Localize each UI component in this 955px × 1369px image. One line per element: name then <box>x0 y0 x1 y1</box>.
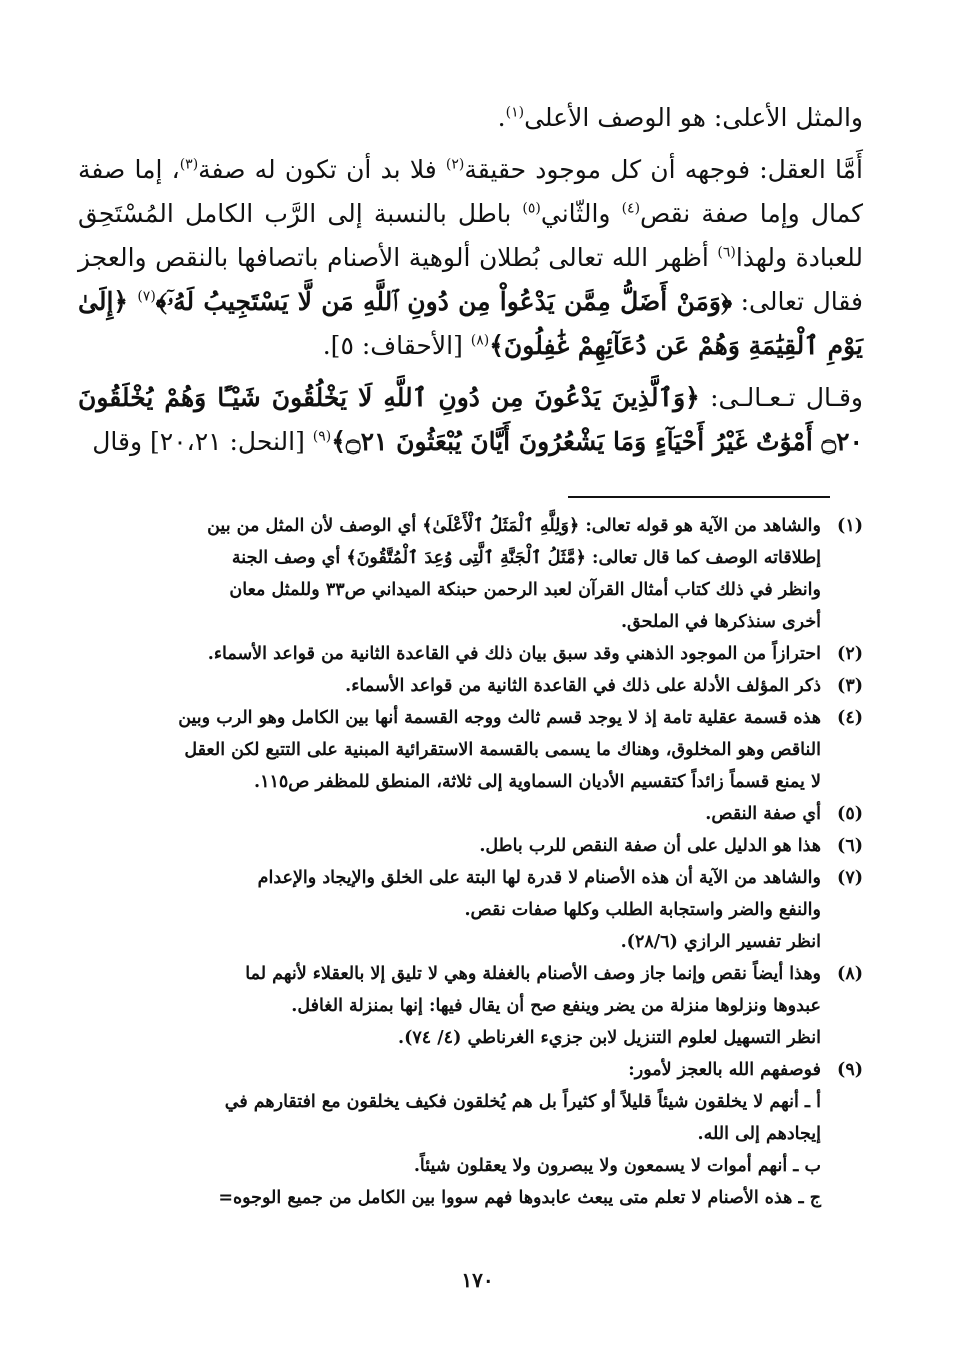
footnote-line: والشاهد من الآية هو قوله تعالى: ﴿وَلِلَّهِ ٱلْمَثَلُ ٱلْأَعْلَىٰ﴾ أي الوصف لأن المثل من بين <box>207 516 821 536</box>
footnote-line: والشاهد من الآية أن هذه الأصنام لا قدرة لها البتة على الخلق والإيجاد والإعدام <box>257 868 821 888</box>
footnote-1 <box>86 510 863 638</box>
quran-verse: ﴿وَٱلَّذِينَ يَدْعُونَ مِن دُونِ ٱللَّهِ لَا يَخْلُقُونَ شَيْـًٔا وَهُمْ يُخْلَقُونَ ۝٢٠ أَمْوَٰتٌ غَيْرُ أَحْيَآءٍ وَمَا يَشْعُرُونَ أَيَّانَ يُبْعَثُونَ ۝٢١﴾ <box>78 383 863 456</box>
footnote-ref-6: (٦) <box>717 244 736 261</box>
verse-source: [النحل: ٢٠،٢١] وقال <box>92 427 313 456</box>
text-run: . <box>497 103 506 132</box>
main-text <box>78 96 863 464</box>
footnote-text <box>86 798 821 830</box>
footnote-divider <box>568 496 830 498</box>
footnote-number: (٢) <box>837 644 863 664</box>
footnote-text <box>86 862 821 958</box>
footnote-ref-8: (٨) <box>470 332 490 349</box>
page-number: ١٧٠ <box>461 1268 494 1292</box>
text-run: والمثل الأعلى: هو الوصف الأعلى <box>524 103 863 132</box>
footnote-4 <box>86 702 863 798</box>
footnote-text <box>86 1054 821 1214</box>
footnote-line: احترازاً من الموجود الذهني وقد سبق بيان ذلك في القاعدة الثانية من قواعد الأسماء. <box>207 644 821 664</box>
footnote-line: انظر التسهيل لعلوم التنزيل لابن جزيء الغرناطي (٤/ ٧٤). <box>398 1028 821 1048</box>
footnote-line: لا يمنع قسماً زائداً كتقسيم الأديان السماوية إلى ثلاثة، المنطق للمظفر ص١١٥. <box>254 772 821 792</box>
footnote-line: أي صفة النقص. <box>705 804 821 824</box>
footnote-7 <box>86 862 863 958</box>
quran-verse: ﴿وَمَنْ أَضَلُّ مِمَّن يَدْعُواْ مِن دُونِ ٱللَّهِ مَن لَّا يَسْتَجِيبُ لَهُۥٓ﴾ <box>155 287 733 316</box>
text-run: ، إما صفة كمال وإما صفة نقص <box>78 155 863 228</box>
footnotes <box>86 510 863 1214</box>
footnote-line: ج ـ هذه الأصنام لا تعلم متى يبعث عابدوها فهم سووا بين الكامل من جميع الوجوه= <box>218 1188 821 1208</box>
footnote-ref-2: (٢) <box>445 156 465 173</box>
text-run: والثّاني <box>540 199 622 228</box>
footnote-text <box>86 638 821 670</box>
footnote-5 <box>86 798 863 830</box>
footnote-line: فوصفهم الله بالعجز لأمور: <box>628 1060 821 1080</box>
footnote-line: والنفع والضر واستجابة الطلب وكلها صفات نقص. <box>464 900 821 920</box>
footnote-text <box>86 670 821 702</box>
footnote-ref-9: (٩) <box>312 428 332 445</box>
quran-verse: ﴿إِلَىٰ يَوْمِ ٱلْقِيَٰمَةِ وَهُمْ عَن دُعَآئِهِمْ غَٰفِلُونَ﴾ <box>78 287 863 360</box>
footnote-ref-7: (٧) <box>137 288 156 305</box>
verse-source: [الأحقاف: ٥]. <box>322 331 471 360</box>
footnote-line: الناقص وهو المخلوق، وهناك ما يسمى بالقسمة الاستقرائية المبنية على التتبع لكن العقل <box>184 740 821 760</box>
text-run: وقـال تـعـالـى: <box>699 383 863 412</box>
footnote-line: ذكر المؤلف الأدلة على ذلك في القاعدة الثانية من قواعد الأسماء. <box>345 676 821 696</box>
text-run: فلا بد أن تكون له صفة <box>198 155 446 184</box>
footnote-2 <box>86 638 863 670</box>
footnote-line: ب ـ أنهم أموات لا يسمعون ولا يبصرون ولا يعقلون شيئاً. <box>413 1156 821 1176</box>
footnote-8 <box>86 958 863 1054</box>
footnote-text <box>86 702 821 798</box>
footnote-6 <box>86 830 863 862</box>
footnote-text <box>86 958 821 1054</box>
footnote-line: أ ـ أنهم لا يخلقون شيئاً قليلاً أو كثيراً بل هم يُخلقون فكيف يخلقون مع افتقارهم في <box>224 1092 821 1112</box>
text-run: باطل بالنسبة إلى الرَّب الكامل المُسْتَحِق للعبادة ولهذا <box>78 199 863 272</box>
footnote-number: (٧) <box>837 868 863 888</box>
footnote-line: هذه قسمة عقلية تامة إذ لا يوجد قسم ثالث ووجه القسمة أنها بين الكامل وهو الرب وبين <box>178 708 821 728</box>
footnote-ref-4: (٤) <box>621 200 641 217</box>
paragraph-1 <box>78 96 863 140</box>
footnote-number: (٣) <box>837 676 863 696</box>
footnote-number: (١) <box>837 516 863 536</box>
footnote-line: أخرى سنذكرها في الملحق. <box>620 612 821 632</box>
footnote-ref-5: (٥) <box>522 200 541 217</box>
footnote-number: (٥) <box>837 804 863 824</box>
text-run: أَمَّا العقل: فوجهه أن كل موجود حقيقة <box>464 155 863 184</box>
footnote-ref-3: (٣) <box>179 156 199 173</box>
paragraph-2 <box>78 148 863 368</box>
footnote-9 <box>86 1054 863 1214</box>
footnote-text <box>86 830 821 862</box>
footnote-line: وانظر في ذلك كتاب أمثال القرآن لعبد الرحمن حبنكة الميداني ص٣٣ وللمثل معان <box>229 580 821 600</box>
footnote-line: انظر تفسير الرازي (٢٨/٦). <box>620 932 821 952</box>
footnote-number: (٤) <box>837 708 863 728</box>
footnote-line: عبدوها ونزلوها منزلة من يضر وينفع صح أن يقال فيها: إنها بمنزلة الغافل. <box>291 996 821 1016</box>
footnote-number: (٩) <box>837 1060 863 1080</box>
footnote-3 <box>86 670 863 702</box>
paragraph-3 <box>78 376 863 464</box>
footnote-number: (٦) <box>837 836 863 856</box>
footnote-ref-1: (١) <box>505 104 525 121</box>
text-run: أظهر الله تعالى بُطلان ألوهية الأصنام باتصافها بالنقص والعجز فقال تعالى: <box>78 243 863 316</box>
footnote-text <box>86 510 821 638</box>
footnote-line: هذا هو الدليل على أن صفة النقص للرب باطل. <box>479 836 821 856</box>
footnote-line: وهذا أيضاً نقص وإنما جاز وصف الأصنام بالغفلة وهي لا تليق إلا بالعقلاء لأنهم لما <box>245 964 821 984</box>
footnote-number: (٨) <box>837 964 863 984</box>
footnote-line: إطلاقاته الوصف كما قال تعالى: ﴿مَّثَلُ ٱلْجَنَّةِ ٱلَّتِى وُعِدَ ٱلْمُتَّقُونَ﴾ أي وصف الجنة <box>231 548 821 568</box>
footnote-line: إيجادهم إلى الله. <box>697 1124 821 1144</box>
